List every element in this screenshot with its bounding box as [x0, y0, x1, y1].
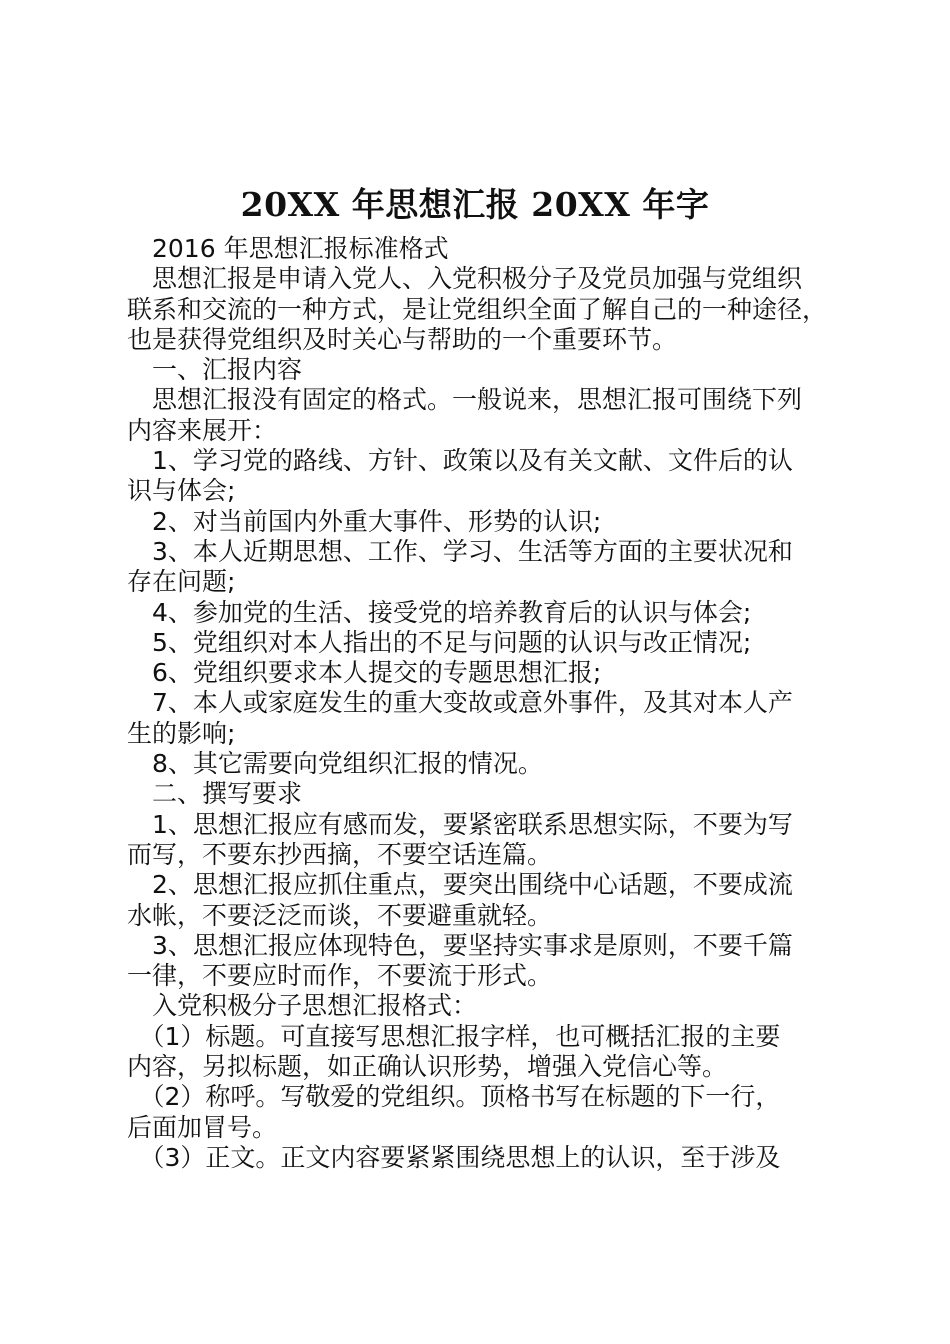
document-line: 1、思想汇报应有感而发，要紧密联系思想实际，不要为写	[127, 809, 793, 839]
document-line: 一、汇报内容	[127, 355, 303, 385]
document-line: 生的影响;	[127, 718, 236, 748]
document-line: （2）称呼。写敬爱的党组织。顶格书写在标题的下一行，	[127, 1082, 781, 1112]
document-line: （1）标题。可直接写思想汇报字样，也可概括汇报的主要	[127, 1021, 781, 1051]
document-line: 二、撰写要求	[127, 779, 303, 809]
document-line: 一律，不要应时而作，不要流于形式。	[127, 961, 553, 991]
document-line: 2、思想汇报应抓住重点，要突出围绕中心话题，不要成流	[127, 870, 793, 900]
document-line: 4、参加党的生活、接受党的培养教育后的认识与体会;	[127, 597, 752, 627]
document-line: 3、本人近期思想、工作、学习、生活等方面的主要状况和	[127, 536, 793, 566]
document-line: 2、对当前国内外重大事件、形势的认识;	[127, 506, 602, 536]
document-line: （3）正文。正文内容要紧紧围绕思想上的认识，至于涉及	[127, 1142, 781, 1172]
document-line: 水帐，不要泛泛而谈，不要避重就轻。	[127, 900, 553, 930]
document-body	[127, 234, 827, 1173]
document-line: 也是获得党组织及时关心与帮助的一个重要环节。	[127, 324, 678, 354]
document-line: 1、学习党的路线、方针、政策以及有关文献、文件后的认	[127, 446, 793, 476]
document-line: 8、其它需要向党组织汇报的情况。	[127, 749, 543, 779]
document-line: 6、党组织要求本人提交的专题思想汇报;	[127, 658, 602, 688]
document-line: 5、党组织对本人指出的不足与问题的认识与改正情况;	[127, 627, 752, 657]
document-line: 内容来展开：	[127, 415, 278, 445]
document-line: 2016 年思想汇报标准格式	[127, 234, 449, 263]
document-line: 而写，不要东抄西摘，不要空话连篇。	[127, 839, 553, 869]
document-line: 入党积极分子思想汇报格式：	[127, 991, 478, 1021]
document-line: 思想汇报没有固定的格式。一般说来，思想汇报可围绕下列	[127, 385, 803, 415]
document-line: 思想汇报是申请入党人、入党积极分子及党员加强与党组织	[127, 264, 803, 294]
document-line: 后面加冒号。	[127, 1112, 278, 1142]
document-line: 7、本人或家庭发生的重大变故或意外事件，及其对本人产	[127, 688, 793, 718]
document-line: 内容，另拟标题，如正确认识形势，增强入党信心等。	[127, 1052, 728, 1082]
document-title: 20XX 年思想汇报 20XX 年字	[240, 185, 710, 224]
document-line: 识与体会;	[127, 476, 236, 506]
document-line: 联系和交流的一种方式，是让党组织全面了解自己的一种途径，	[127, 294, 828, 324]
document-line: 存在问题;	[127, 567, 236, 597]
document-line: 3、思想汇报应体现特色，要坚持实事求是原则，不要千篇	[127, 930, 793, 960]
